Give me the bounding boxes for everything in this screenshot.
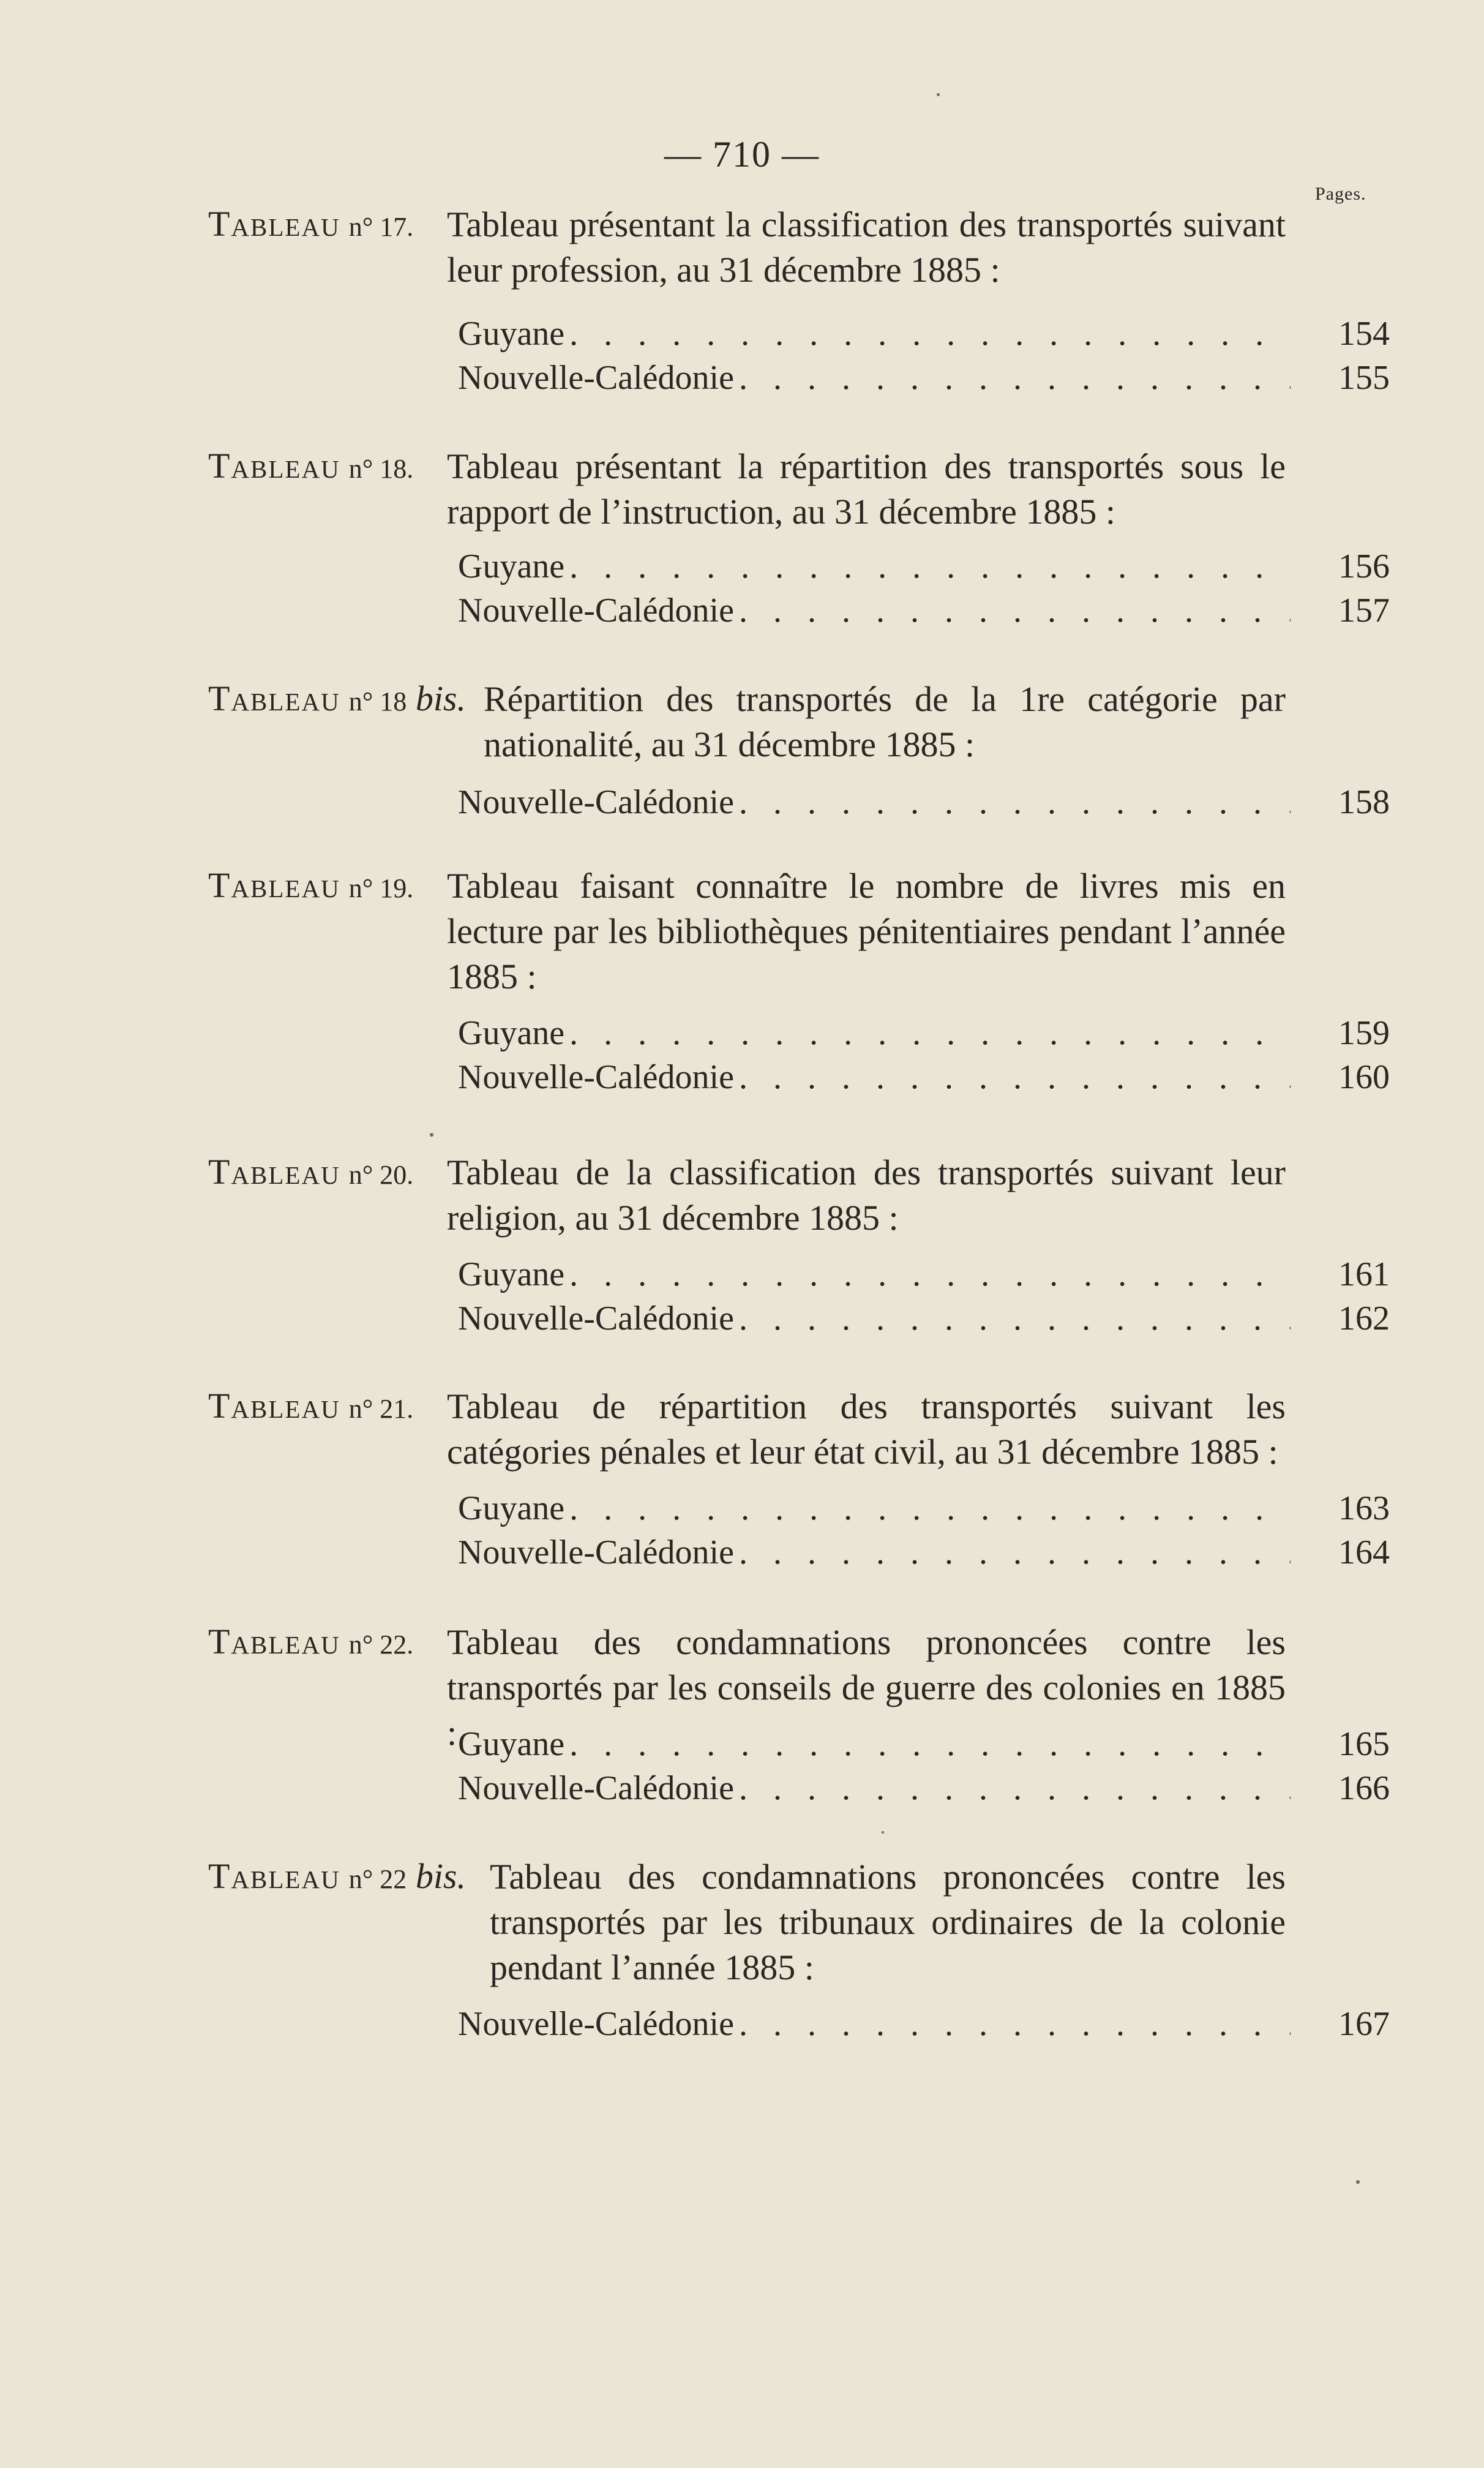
entry-label: Tableau	[208, 1856, 340, 1896]
item-page: 164	[1338, 1533, 1390, 1571]
leader-dots	[739, 356, 1291, 399]
entry-item	[458, 1056, 1291, 1099]
leader-dots	[569, 1253, 1291, 1296]
item-place: Guyane	[458, 1014, 565, 1052]
entry-item	[458, 312, 1291, 355]
paper-speck	[882, 1831, 884, 1834]
item-place: Nouvelle-Calédonie	[458, 592, 734, 630]
item-page: 165	[1338, 1725, 1390, 1763]
leader-dots	[739, 589, 1291, 632]
leader-dots	[569, 1487, 1291, 1530]
entry-label: Tableau	[208, 865, 340, 905]
entry-heading	[208, 1620, 413, 1667]
entry-item	[458, 356, 1291, 399]
entry-number: n° 20.	[348, 1160, 414, 1190]
entry-number: n° 21.	[348, 1394, 414, 1424]
item-page: 163	[1338, 1489, 1390, 1527]
entry-number: n° 22.	[348, 1630, 414, 1660]
entry-heading	[208, 677, 466, 724]
item-place: Guyane	[458, 1255, 565, 1293]
entry-item	[458, 1531, 1291, 1574]
leader-dots	[739, 1297, 1291, 1340]
item-page: 155	[1338, 359, 1390, 397]
leader-dots	[739, 1767, 1291, 1810]
item-place: Nouvelle-Calédonie	[458, 1533, 734, 1571]
entry-label: Tableau	[208, 1386, 340, 1426]
entry-item	[458, 1723, 1291, 1766]
entry-heading	[208, 1384, 413, 1431]
entry-label: Tableau	[208, 204, 340, 244]
entry-description: Tableau de répartition des transportés suivant les catégories pénales et leur état civil, au 31 décembre 1885 :	[447, 1386, 1286, 1472]
entry-bis: bis.	[415, 679, 466, 718]
item-page: 157	[1338, 592, 1390, 630]
item-place: Nouvelle-Calédonie	[458, 1300, 734, 1337]
item-place: Nouvelle-Calédonie	[458, 1058, 734, 1096]
item-page: 154	[1338, 315, 1390, 353]
entry-number: n° 17.	[348, 212, 414, 242]
entry-item	[458, 1297, 1291, 1340]
item-place: Nouvelle-Calédonie	[458, 1769, 734, 1807]
paper-speck	[1356, 2180, 1360, 2184]
item-place: Nouvelle-Calédonie	[458, 2005, 734, 2043]
leader-dots	[569, 312, 1291, 355]
entry-label: Tableau	[208, 446, 340, 486]
item-page: 159	[1338, 1014, 1390, 1052]
entry-description: Tableau présentant la répartition des transportés sous le rapport de l’instruction, au 31 décembre 1885 :	[447, 446, 1286, 532]
leader-dots	[739, 781, 1291, 824]
entry-item	[458, 2003, 1291, 2045]
entry-number: n° 19.	[348, 873, 414, 903]
entry-heading	[208, 1854, 466, 1902]
entry-description: Tableau de la classification des transportés suivant leur religion, au 31 décembre 1885 :	[447, 1153, 1286, 1238]
entry-heading	[208, 202, 413, 249]
entry-description: Tableau faisant connaître le nombre de livres mis en lecture par les bibliothèques pénitentiaires pendant l’année 1885 :	[447, 866, 1286, 996]
item-place: Guyane	[458, 1489, 565, 1527]
paper-speck	[430, 1133, 433, 1137]
entry-description: Répartition des transportés de la 1re catégorie par nationalité, au 31 décembre 1885 :	[484, 679, 1286, 764]
entry-item	[458, 589, 1291, 632]
entry-number: n° 18.	[348, 454, 414, 484]
entry-description: Tableau présentant la classification des transportés suivant leur profession, au 31 décembre 1885 :	[447, 205, 1286, 290]
entry-item	[458, 1487, 1291, 1530]
entry-heading	[208, 444, 413, 491]
leader-dots	[569, 545, 1291, 588]
entry-label: Tableau	[208, 679, 340, 718]
item-page: 160	[1338, 1058, 1390, 1096]
item-page: 161	[1338, 1255, 1390, 1293]
leader-dots	[739, 1531, 1291, 1574]
item-place: Nouvelle-Calédonie	[458, 783, 734, 821]
paper-speck	[937, 93, 940, 96]
item-place: Guyane	[458, 315, 565, 353]
item-page: 156	[1338, 547, 1390, 585]
entry-number: n° 18	[348, 687, 407, 717]
item-place: Guyane	[458, 1725, 565, 1763]
item-page: 166	[1338, 1769, 1390, 1807]
item-page: 167	[1338, 2005, 1390, 2043]
entry-label: Tableau	[208, 1152, 340, 1192]
entry-item	[458, 781, 1291, 824]
pages-column-label: Pages.	[1315, 184, 1366, 204]
leader-dots	[739, 2003, 1291, 2045]
entry-heading	[208, 863, 413, 911]
item-place: Nouvelle-Calédonie	[458, 359, 734, 397]
item-place: Guyane	[458, 547, 565, 585]
leader-dots	[569, 1723, 1291, 1766]
entry-description: Tableau des condamnations prononcées contre les transportés par les conseils de guerre des colonies en 1885 :	[447, 1622, 1286, 1753]
leader-dots	[569, 1012, 1291, 1055]
entry-heading	[208, 1150, 413, 1197]
entry-item	[458, 1012, 1291, 1055]
entry-description: Tableau des condamnations prononcées contre les transportés par les tribunaux ordinaires de la colonie pendant l’année 1885 :	[490, 1857, 1286, 1987]
entry-label: Tableau	[208, 1622, 340, 1661]
leader-dots	[739, 1056, 1291, 1099]
item-page: 162	[1338, 1300, 1390, 1337]
entry-item	[458, 545, 1291, 588]
page-number: — 710 —	[664, 134, 820, 175]
item-page: 158	[1338, 783, 1390, 821]
entry-item	[458, 1767, 1291, 1810]
entry-bis: bis.	[415, 1856, 466, 1896]
entry-item	[458, 1253, 1291, 1296]
entry-number: n° 22	[348, 1864, 407, 1894]
